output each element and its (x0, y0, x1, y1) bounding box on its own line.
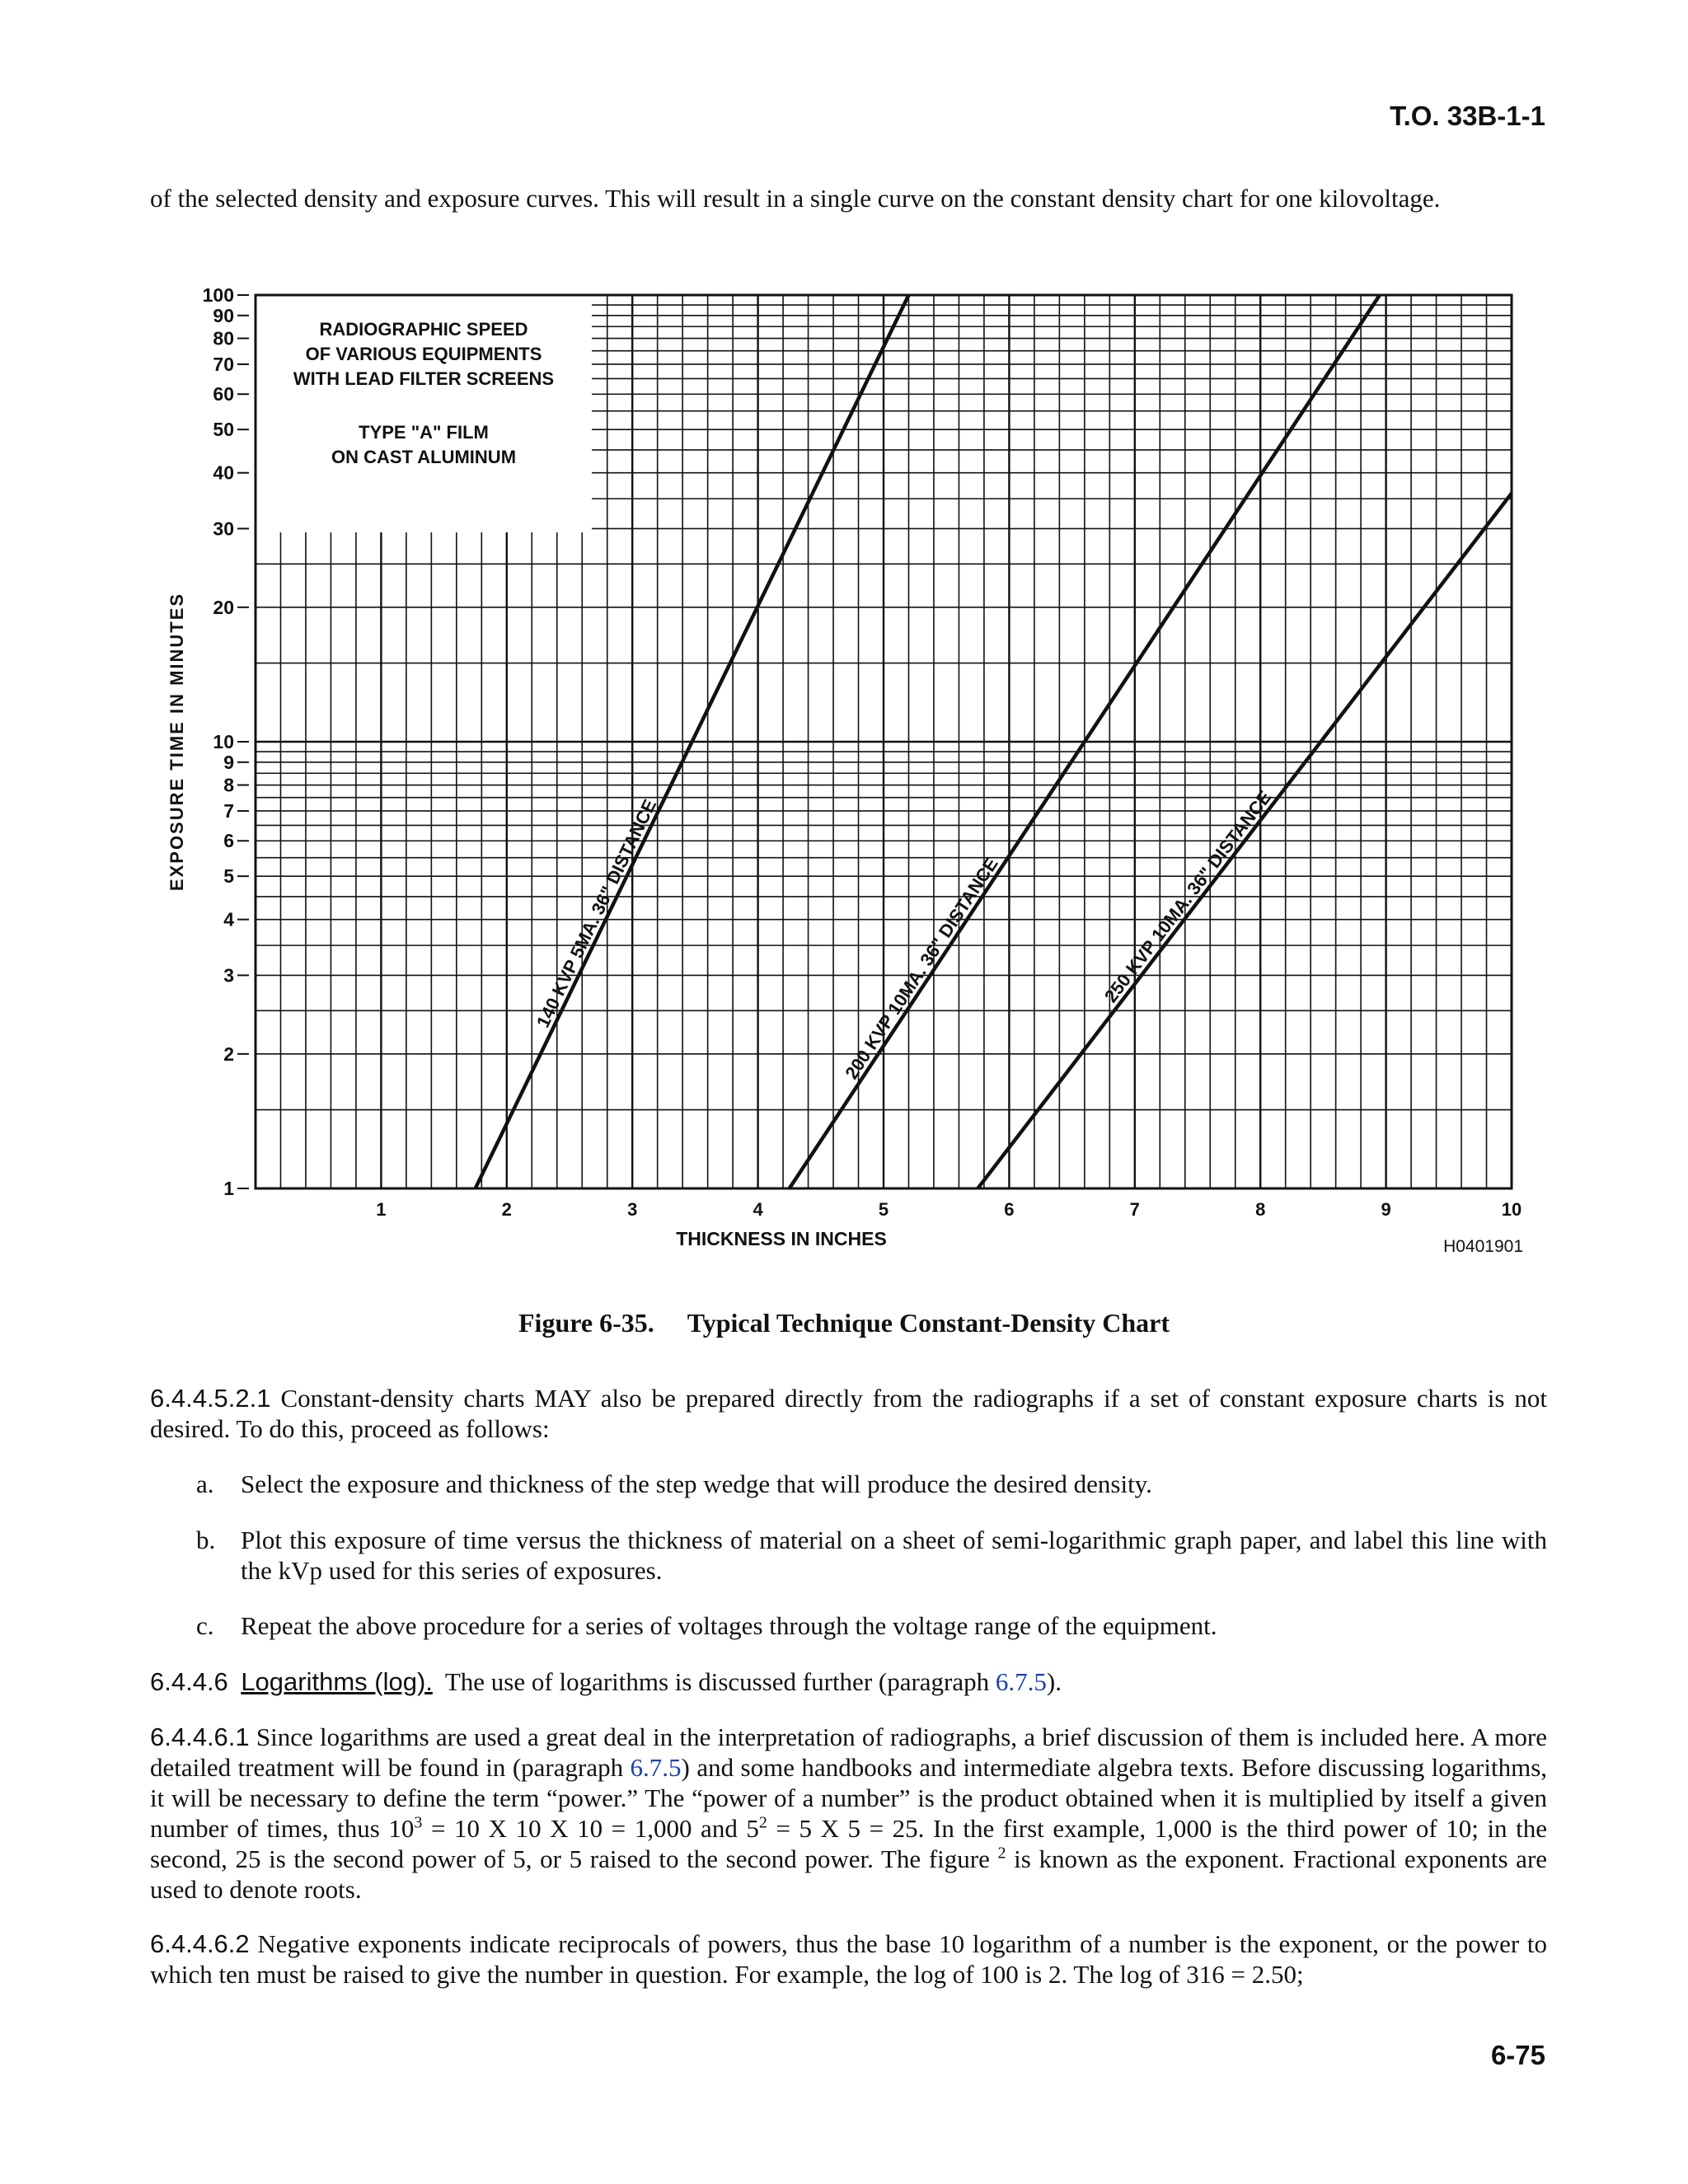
x-tick-label: 8 (1255, 1199, 1266, 1220)
section-text: = 5 X 5 = 25. In the first example, 1,000 is the third power of 10; in the second, 25 is the second power of 5, or 5 raised to the second power. The figure (150, 1814, 1548, 1873)
chart-subtitle-line-1: TYPE "A" FILM (359, 422, 489, 443)
y-tick-label: 1 (223, 1178, 234, 1199)
paragraph-link[interactable]: 6.7.5 (630, 1753, 682, 1782)
section-text: The use of logarithms is discussed further (paragraph (444, 1667, 990, 1696)
y-tick-label: 3 (223, 964, 234, 987)
y-tick-label: 5 (223, 865, 234, 888)
y-tick-label: 40 (213, 462, 234, 484)
figure-caption (0, 1308, 1688, 1338)
intro-paragraph: of the selected density and exposure curves. This will result in a single curve on the constant density chart for one kilovoltage. (150, 184, 1441, 213)
x-tick-label: 1 (376, 1199, 387, 1220)
document-id: T.O. 33B-1-1 (1390, 101, 1545, 131)
x-tick-label: 3 (627, 1199, 638, 1220)
section-text: ) and some handbooks and intermediate algebra texts. Before discussing logarithms, it will be necessary to define the term “power.” The “power of a number” is the product obtained when it is multiplied by itself a given number of times, thus 10 (150, 1753, 1548, 1843)
figure-title: Typical Technique Constant-Density Chart (687, 1308, 1170, 1338)
y-tick-label: 60 (213, 383, 234, 405)
y-tick-label: 7 (223, 799, 234, 822)
series-label-1: 140 KVP 5MA. 36" DISTANCE (532, 795, 661, 1031)
x-tick-label: 6 (1004, 1199, 1015, 1220)
y-axis-label: EXPOSURE TIME IN MINUTES (166, 592, 187, 892)
exponent: 2 (997, 1844, 1006, 1863)
paragraph-6-4-4-5-2-1 (150, 1383, 1547, 1444)
chart-title-line-3: WITH LEAD FILTER SCREENS (293, 368, 555, 389)
x-tick-label: 5 (878, 1199, 889, 1220)
section-number: 6.4.4.6 (150, 1667, 228, 1696)
y-tick-label: 30 (213, 518, 234, 540)
list-label: b. (196, 1526, 216, 1554)
section-text: is known as the exponent. Fractional exponents are used to denote roots. (150, 1844, 1548, 1904)
list-text: Repeat the above procedure for a series of voltages through the voltage range of the equipment. (241, 1611, 1217, 1640)
series-label-3: 250 KVP 10MA. 36" DISTANCE (1100, 786, 1276, 1007)
exponent: 3 (414, 1813, 423, 1832)
section-text: Since logarithms are used a great deal in the interpretation of radiographs, a brief discussion of them is included here. A more detailed treatment will be found in (paragraph (150, 1722, 1548, 1782)
y-tick-label: 20 (213, 596, 234, 618)
series-label-2: 200 KVP 10MA. 36" DISTANCE (841, 853, 1002, 1083)
chart-subtitle-line-2: ON CAST ALUMINUM (331, 447, 517, 467)
list-label: c. (196, 1611, 214, 1640)
figure-number: Figure 6-35. (518, 1308, 654, 1338)
x-tick-label: 10 (1501, 1199, 1522, 1220)
y-tick-label: 100 (202, 284, 234, 306)
y-tick-label: 6 (223, 830, 234, 852)
x-tick-label: 2 (501, 1199, 512, 1220)
y-tick-label: 2 (223, 1043, 234, 1065)
y-tick-label: 70 (213, 353, 234, 375)
section-text: Negative exponents indicate reciprocals of powers, thus the base 10 logarithm of a number is the exponent, or the power to which ten must be raised to give the number in question. For example, the log of 100 is 2. The log of 316 = 2.50; (150, 1929, 1548, 1989)
y-tick-label: 90 (213, 304, 234, 326)
section-number: 6.4.4.6.2 (150, 1929, 250, 1958)
list-text: Plot this exposure of time versus the thickness of material on a sheet of semi-logarithmic graph paper, and label this line with the kVp used for this series of exposures. (241, 1526, 1547, 1585)
y-tick-label: 50 (213, 419, 234, 441)
x-axis-label: THICKNESS IN INCHES (676, 1228, 887, 1249)
list-item (198, 1610, 1547, 1641)
page-number: 6-75 (1490, 2040, 1545, 2070)
list-item (198, 1469, 1547, 1499)
figure-id: H0401901 (1443, 1237, 1523, 1256)
paragraph-6-4-4-6-2 (150, 1929, 1547, 1990)
x-tick-label: 4 (753, 1199, 763, 1220)
chart-title-line-2: OF VARIOUS EQUIPMENTS (305, 344, 542, 364)
y-tick-label: 80 (213, 327, 234, 349)
section-text: = 10 X 10 X 10 = 1,000 and 5 (430, 1814, 759, 1843)
section-heading: Logarithms (log). (241, 1667, 433, 1696)
section-number: 6.4.4.5.2.1 (150, 1384, 271, 1413)
section-text-end: ). (1046, 1667, 1062, 1696)
section-text: Constant-density charts MAY also be prepared directly from the radiographs if a set of constant exposure charts is not desired. To do this, proceed as follows: (150, 1384, 1547, 1443)
chart-title-line-1: RADIOGRAPHIC SPEED (319, 319, 528, 340)
list-text: Select the exposure and thickness of the step wedge that will produce the desired density. (241, 1469, 1152, 1498)
paragraph-link[interactable]: 6.7.5 (995, 1667, 1047, 1696)
list-label: a. (196, 1469, 214, 1498)
y-tick-label: 8 (223, 774, 234, 796)
exponent: 2 (758, 1813, 767, 1832)
y-tick-label: 9 (223, 751, 234, 773)
x-tick-label: 7 (1129, 1199, 1140, 1220)
y-tick-label: 4 (223, 908, 234, 930)
section-number: 6.4.4.6.1 (150, 1722, 250, 1751)
paragraph-6-4-4-6 (150, 1666, 1547, 1697)
y-tick-label: 10 (213, 731, 234, 752)
paragraph-6-4-4-6-1 (150, 1722, 1547, 1905)
x-tick-label: 9 (1381, 1199, 1391, 1220)
list-item (198, 1525, 1547, 1586)
